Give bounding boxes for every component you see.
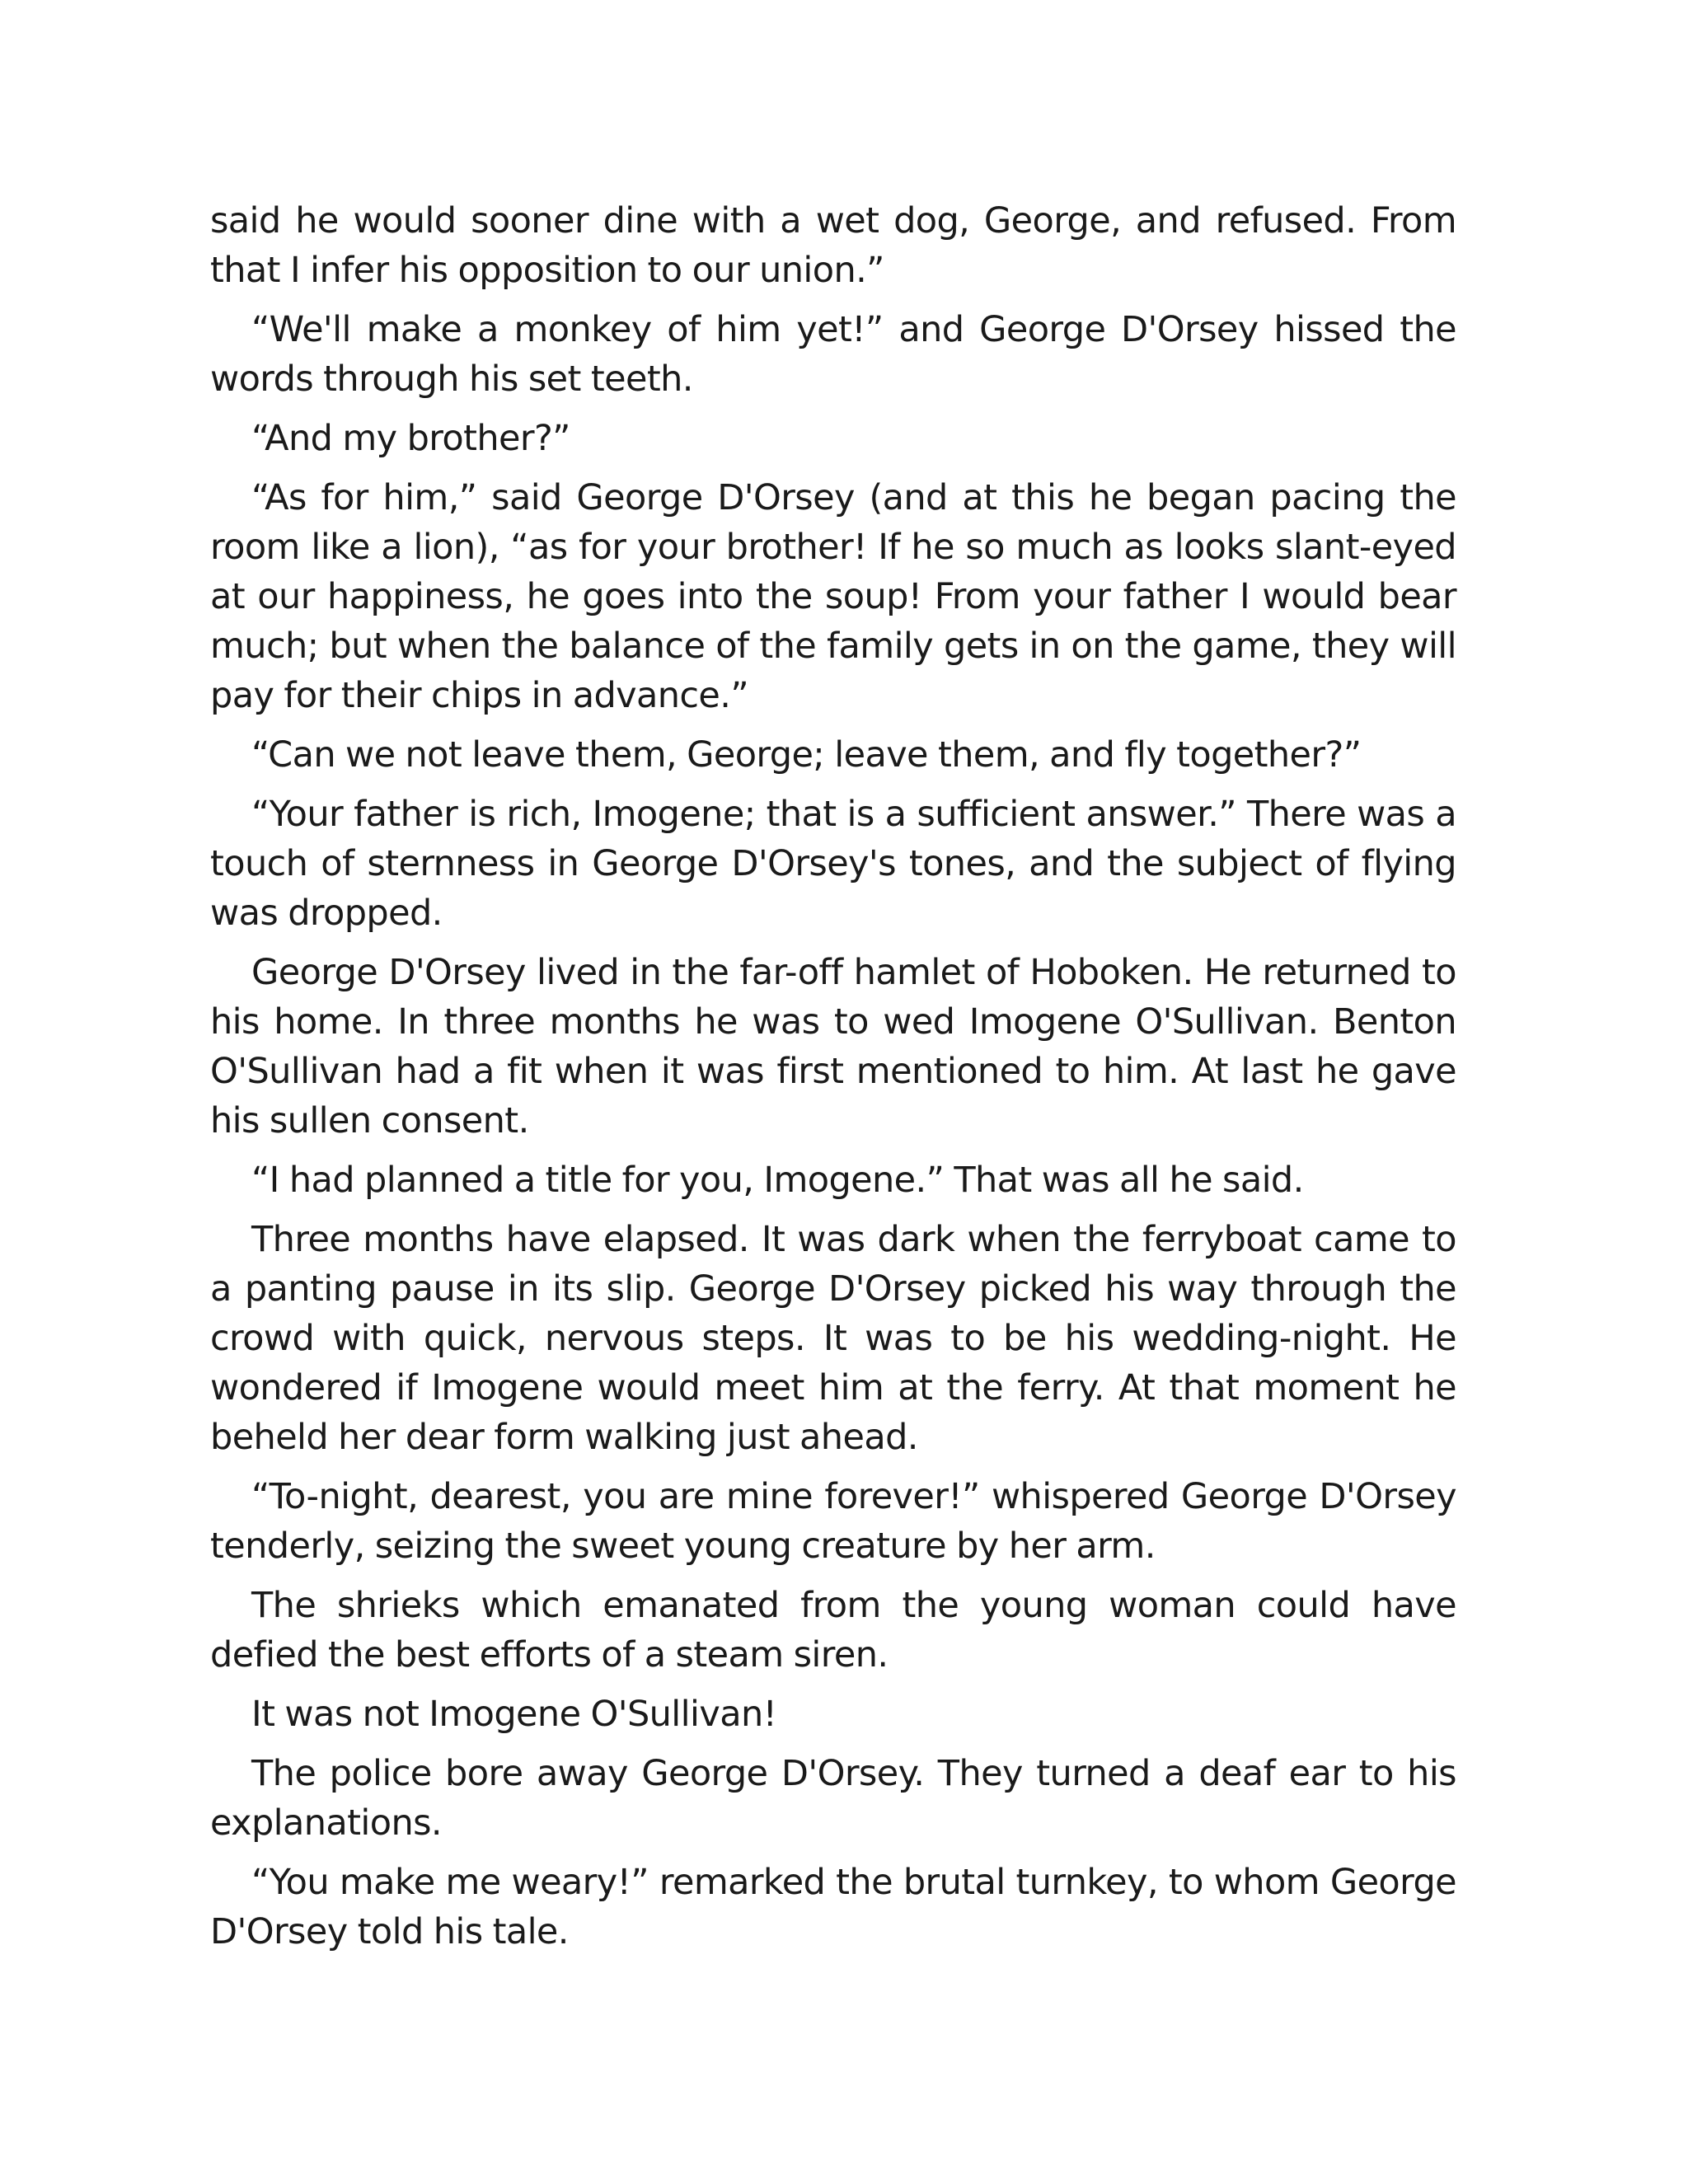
paragraph-8: “I had planned a title for you, Imogene.” That was all he said. xyxy=(251,1160,1304,1201)
paragraph-10: “To-night, dearest, you are mine forever!” whispered George D'Orsey tenderly, seizing the sweet young creature by her arm. xyxy=(210,1476,1456,1567)
paragraph-6: “Your father is rich, Imogene; that is a sufficient answer.” There was a touch of sternness in George D'Orsey's tones, and the subject of flying was dropped. xyxy=(210,794,1456,934)
paragraph-4: “As for him,” said George D'Orsey (and at this he began pacing the room like a lion), “as for your brother! If he so much as looks slant-eyed at our happiness, he goes into the soup! From your father I would bear much; but when the balance of the family gets in on the game, they will pay for their chips in advance.” xyxy=(210,477,1456,716)
paragraph-12: It was not Imogene O'Sullivan! xyxy=(251,1694,777,1735)
paragraph-3: “And my brother?” xyxy=(251,418,570,459)
paragraph-11: The shrieks which emanated from the young woman could have defied the best efforts of a steam siren. xyxy=(210,1585,1456,1675)
page-body xyxy=(210,196,1456,1966)
paragraph-1: said he would sooner dine with a wet dog, George, and refused. From that I infer his opposition to our union.” xyxy=(210,200,1456,291)
paragraph-7: George D'Orsey lived in the far-off hamlet of Hoboken. He returned to his home. In three months he was to wed Imogene O'Sullivan. Benton O'Sullivan had a fit when it was first mentioned to him. At last he gave his sullen consent. xyxy=(210,952,1456,1141)
paragraph-5: “Can we not leave them, George; leave them, and fly together?” xyxy=(251,734,1362,776)
paragraph-9: Three months have elapsed. It was dark when the ferryboat came to a panting pause in its slip. George D'Orsey picked his way through the crowd with quick, nervous steps. It was to be his wedding-night. He wondered if Imogene would meet him at the ferry. At that moment he beheld her dear form walking just ahead. xyxy=(210,1219,1456,1458)
paragraph-14: “You make me weary!” remarked the brutal turnkey, to whom George D'Orsey told his tale. xyxy=(210,1862,1456,1952)
paragraph-13: The police bore away George D'Orsey. They turned a deaf ear to his explanations. xyxy=(210,1753,1456,1844)
paragraph-2: “We'll make a monkey of him yet!” and George D'Orsey hissed the words through his set teeth. xyxy=(210,309,1456,400)
